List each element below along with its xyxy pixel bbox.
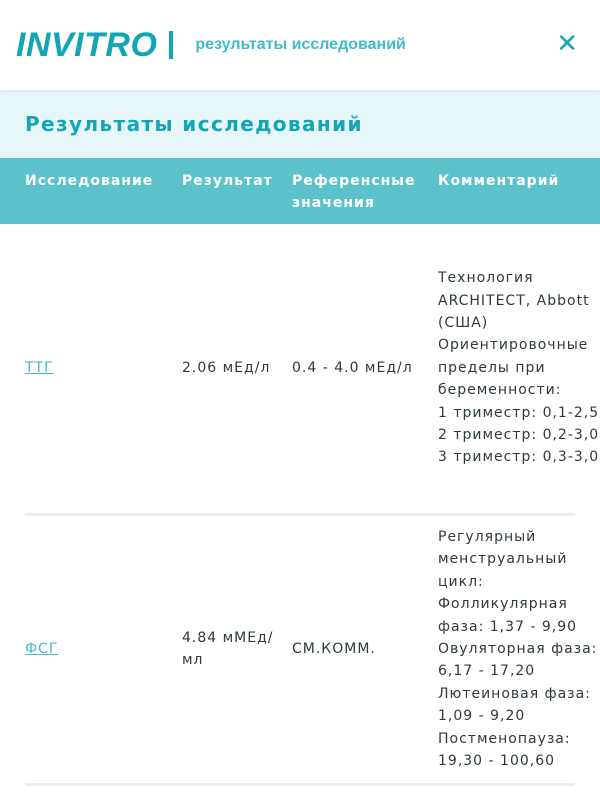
comment-cell: Регулярный менструальный цикл: Фолликулярная фаза: 1,37 - 9,90 Овуляторная фаза: 6,17 - 17,20 Лютеиновая фаза: 1,09 - 9,20 Постменопауза: 19,30 - 100,60 <box>438 529 598 770</box>
study-cell <box>0 224 182 512</box>
header-title: результаты исследований <box>195 36 406 53</box>
column-header-comment: Комментарий <box>438 173 560 189</box>
results-table <box>0 158 600 786</box>
study-cell <box>0 516 182 782</box>
close-icon[interactable]: ✕ <box>556 29 578 59</box>
table-header-row <box>0 158 600 224</box>
table-row <box>0 224 600 512</box>
invitro-logo[interactable]: INVITRO <box>16 25 158 64</box>
study-link-ttg[interactable]: ТТГ <box>25 359 54 376</box>
section-title: Результаты исследований <box>25 112 363 136</box>
column-header-result: Результат <box>182 173 273 189</box>
section-header <box>0 90 600 158</box>
app-header <box>0 0 600 90</box>
logo-divider <box>169 31 173 59</box>
result-cell: 4.84 мМЕд/мл <box>182 629 274 669</box>
row-divider <box>0 782 600 786</box>
table-row <box>0 516 600 782</box>
study-link-fsg[interactable]: ФСГ <box>25 641 59 658</box>
divider-line <box>25 783 575 786</box>
result-cell: 2.06 мЕд/л <box>182 359 271 376</box>
reference-cell: СМ.КОММ. <box>292 641 376 658</box>
reference-cell: 0.4 - 4.0 мЕд/л <box>292 359 413 376</box>
comment-cell: Технология ARCHITECT, Abbott (США) Ориентировочные пределы при беременности: 1 триместр: 0,1-2,5 2 триместр: 0,2-3,0 3 триместр: 0,3-3,0 <box>438 270 600 466</box>
column-header-study: Исследование <box>25 173 154 189</box>
column-header-reference: Референсные значения <box>292 173 416 211</box>
row-divider-cell <box>0 782 600 786</box>
